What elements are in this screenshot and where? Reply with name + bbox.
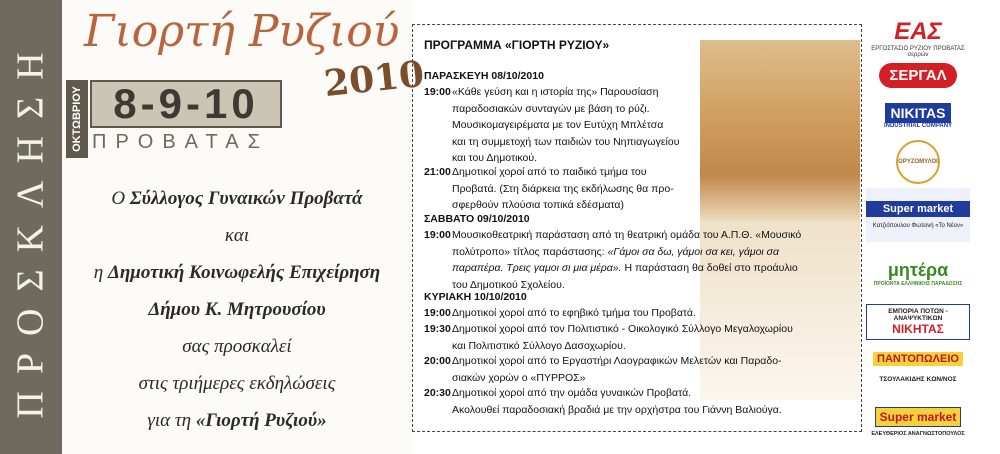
program-title: ΠΡΟΓΡΑΜΜΑ «ΓΙΟΡΤΗ ΡΥΖΙΟΥ» xyxy=(424,38,610,52)
sponsor-seral: ΣΕΡΓΑΛ xyxy=(866,60,970,90)
event-fri-2: 21:00Δημοτικοί χοροί από το παιδικό τμήμα του Προβατά. (Στη διάρκεια της εκδήλωσης θα προ- σφερθούν πλούσια τοπικά εδέσματα) xyxy=(424,166,674,211)
sponsor-supermarket-1: Super market Κατζιόπουλου Φωτεινή «Το Νέον» xyxy=(866,188,970,242)
sidebar-label: ΠΡΟΣΚΛΗΣΗ xyxy=(10,35,53,419)
sponsor-emporia: ΕΜΠΟΡΙΑ ΠΟΤΩΝ - ΑΝΑΨΥΚΤΙΚΩΝ ΝΙΚΗΤΑΣ xyxy=(866,304,970,340)
event-title: Γιορτή Ρυζιού xyxy=(84,6,400,57)
sponsor-eas: ΕΑΣ ΕΡΓΟΣΤΑΣΙΟ ΡΥΖΙΟΥ ΠΡΟΒΑΤΑΣ σερρών xyxy=(871,18,965,58)
invite-line-3: η Δημοτική Κοινωφελής Επιχείρηση xyxy=(93,262,381,284)
day-friday: ΠΑΡΑΣΚΕΥΗ 08/10/2010 xyxy=(424,70,544,82)
sponsor-pantopoleio: ΠΑΝΤΟΠΩΛΕΙΟ ΤΣΟΥΛΑΚΙΔΗΣ ΚΩΝ/ΝΟΣ xyxy=(866,344,970,390)
event-dates: 8-9-10 xyxy=(113,80,259,127)
invite-line-1: Ο Σύλλογος Γυναικών Προβατά xyxy=(111,188,363,209)
invitation-text xyxy=(62,180,412,439)
event-fri-1: 19:00«Κάθε γεύση και η ιστορία της» Παρουσίαση παραδοσιακών συνταγών με βάση το ρύζι. Μουσικομαγειρέματα με τον Ευτύχη Μπλέτσα και τη συμμετοχή των παιδιών του Νηπιαγωγείου και του Δημοτικού. xyxy=(424,86,680,164)
sponsor-mitera: μητέρα ΠΡΟΪΟΝΤΑ ΕΛΛΗΝΙΚΗΣ ΠΑΡΑΔΟΣΗΣ xyxy=(873,259,963,287)
event-sat-1: 19:00Μουσικοθεατρική παράσταση από τη θεατρική ομάδα του Α.Π.Θ. «Μουσικό πολύτροπο» τίτλος παράστασης: «Γάμοι σα δω, γάμοι σα κει, γάμοι σα παραπέρα. Τρεις γαμοι σι μια μέρα». Η παράσταση θα δοθεί στο προάυλιο του Δημοτικού Σχολείου. xyxy=(424,229,802,291)
invite-line-5: σας προσκαλεί xyxy=(182,336,292,358)
sponsor-nikitas: NIKITAS INDUSTRIAL COMPANY xyxy=(883,105,953,129)
day-saturday: ΣΑΒΒΑΤΟ 09/10/2010 xyxy=(424,213,530,225)
invite-line-7: για τη «Γιορτή Ρυζιού» xyxy=(147,410,327,432)
invite-line-2: και xyxy=(224,225,250,247)
event-sun-1: 19:00Δημοτικοί χοροί από το εφηβικό τμήμα του Προβατά. xyxy=(424,307,696,319)
event-place: ΠΡΟΒΑΤΑΣ xyxy=(92,131,269,153)
event-sun-3: 20:00Δημοτικοί χοροί από το Εργαστήρι Λαογραφικών Μελετών και Παραδο- σιακών χορών ο «ΠΥΡΡΟΣ» xyxy=(424,355,782,384)
sponsor-supermarket-2: Super market ΕΛΕΥΘΕΡΙΟΣ ΑΝΑΓΝΩΣΤΟΠΟΥΛΟΣ xyxy=(866,394,970,450)
event-sun-2: 19:30Δημοτικοί χοροί από τον Πολιτιστικό - Οικολογικό Σύλλογο Μεγαλοχωρίου και Πολιτιστικό Σύλλογο Δασοχωρίου. xyxy=(424,323,793,352)
day-sunday: ΚΥΡΙΑΚΗ 10/10/2010 xyxy=(424,291,527,303)
event-sun-4: 20:30Δημοτικοί χοροί από την ομάδα γυναικών Προβατά. Ακολουθεί παραδοσιακή βραδιά με την ορχήστρα του Γιάννη Βαλιούγα. xyxy=(424,387,782,416)
event-year: 2010 xyxy=(322,52,427,106)
sponsor-oryzomyloi: ΟΡΥΖΟΜΥΛΟΙ xyxy=(866,140,970,184)
invite-line-4: Δήμου Κ. Μητρουσίου xyxy=(148,299,326,321)
invite-line-6: στις τριήμερες εκδηλώσεις xyxy=(138,373,336,395)
month-label: ΟΚΤΩΒΡΙΟΥ xyxy=(71,86,84,152)
